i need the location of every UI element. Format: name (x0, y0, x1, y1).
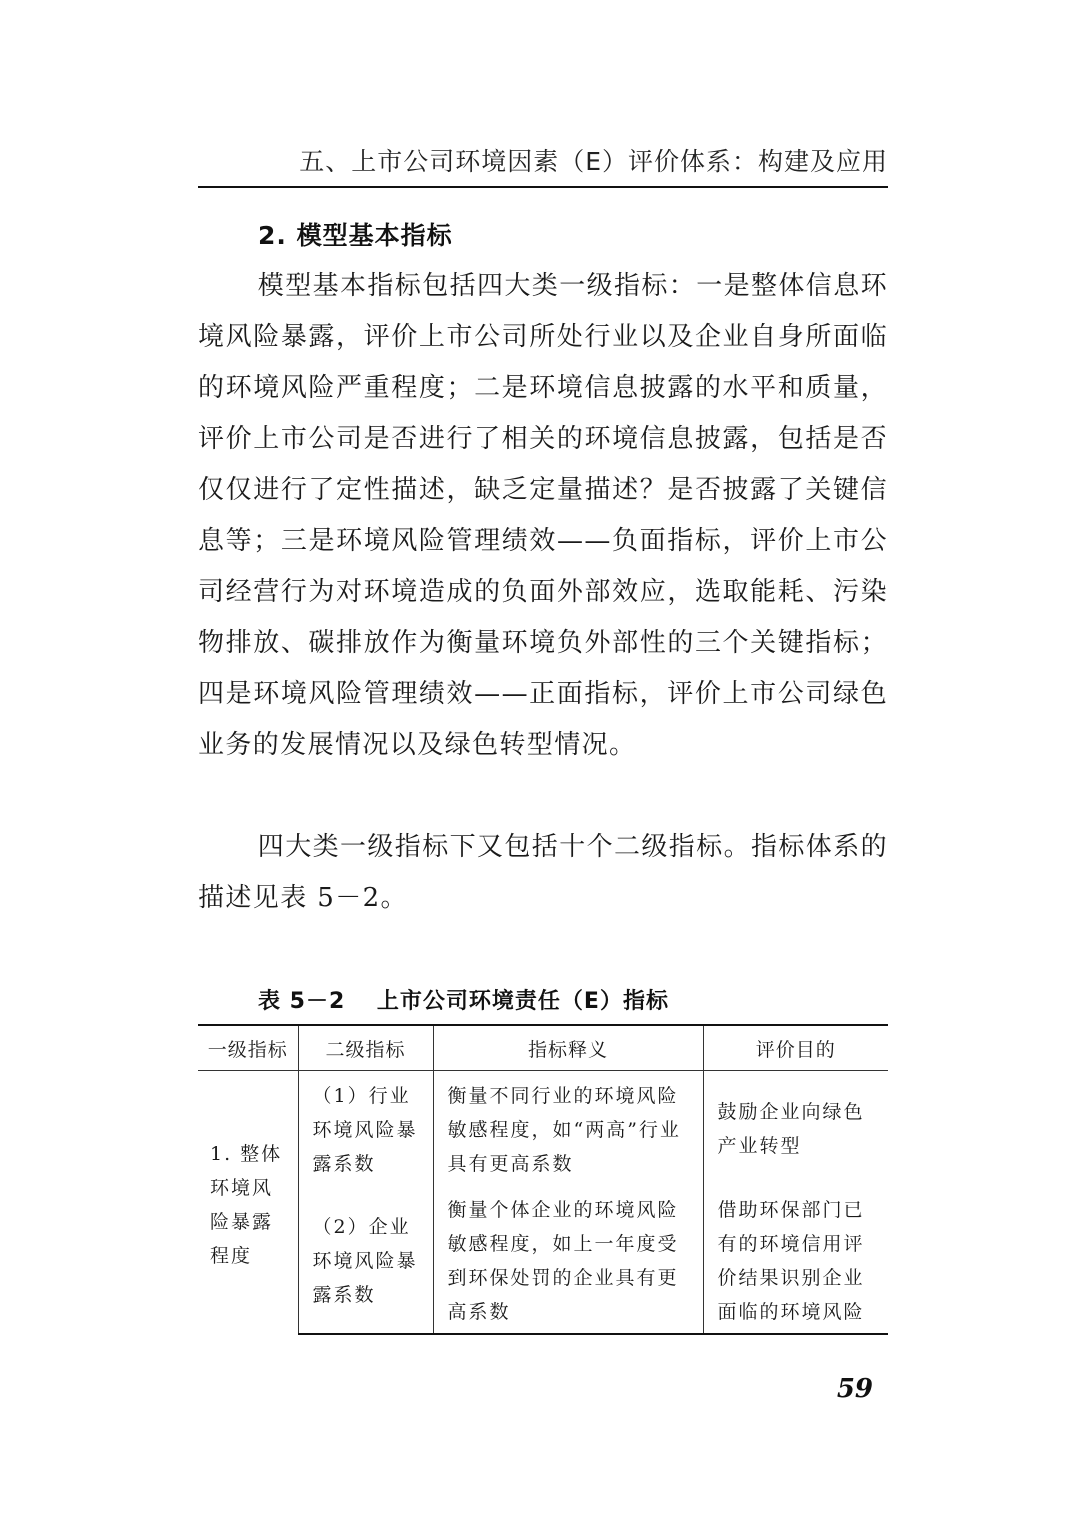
table-row (198, 1071, 888, 1186)
level2-cell: （2）企业环境风险暴露系数 (298, 1185, 433, 1334)
level2-cell: （1）行业环境风险暴露系数 (298, 1071, 433, 1186)
definition-cell: 衡量个体企业的环境风险敏感程度，如上一年度受到环保处罚的企业具有更高系数 (433, 1185, 703, 1334)
section-heading: 2. 模型基本指标 (258, 221, 453, 250)
indicator-table (198, 1024, 888, 1335)
paragraph-text: 模型基本指标包括四大类一级指标：一是整体信息环境风险暴露，评价上市公司所处行业以及企业自身所面临的环境风险严重程度；二是环境信息披露的水平和质量，评价上市公司是否进行了相关的环境信息披露，包括是否仅仅进行了定性描述，缺乏定量描述？是否披露了关键信息等；三是环境风险管理绩效——负面指标，评价上市公司经营行为对环境造成的负面外部效应，选取能耗、污染物排放、碳排放作为衡量环境负外部性的三个关键指标；四是环境风险管理绩效——正面指标，评价上市公司绿色业务的发展情况以及绿色转型情况。 (198, 271, 888, 760)
header-rule (198, 186, 888, 188)
column-header-definition: 指标释义 (433, 1025, 703, 1071)
paragraph-text: 四大类一级指标下又包括十个二级指标。指标体系的描述见表 5－2。 (198, 832, 888, 913)
purpose-cell: 鼓励企业向绿色产业转型 (703, 1071, 888, 1186)
definition-cell: 衡量不同行业的环境风险敏感程度，如“两高”行业具有更高系数 (433, 1071, 703, 1186)
column-header-purpose: 评价目的 (703, 1025, 888, 1071)
level1-cell: 1. 整体环境风险暴露程度 (198, 1071, 298, 1335)
table-header-row (198, 1025, 888, 1071)
purpose-cell: 借助环保部门已有的环境信用评价结果识别企业面临的环境风险 (703, 1185, 888, 1334)
table-title: 表 5－2 上市公司环境责任（E）指标 (258, 989, 669, 1014)
table-row (198, 1185, 888, 1334)
column-header-level1: 一级指标 (198, 1025, 298, 1071)
column-header-level2: 二级指标 (298, 1025, 433, 1071)
body-paragraph-1 (198, 261, 888, 771)
body-paragraph-2 (198, 822, 888, 924)
running-header: 五、上市公司环境因素（E）评价体系：构建及应用 (299, 147, 888, 176)
page-number: 59 (836, 1374, 873, 1404)
